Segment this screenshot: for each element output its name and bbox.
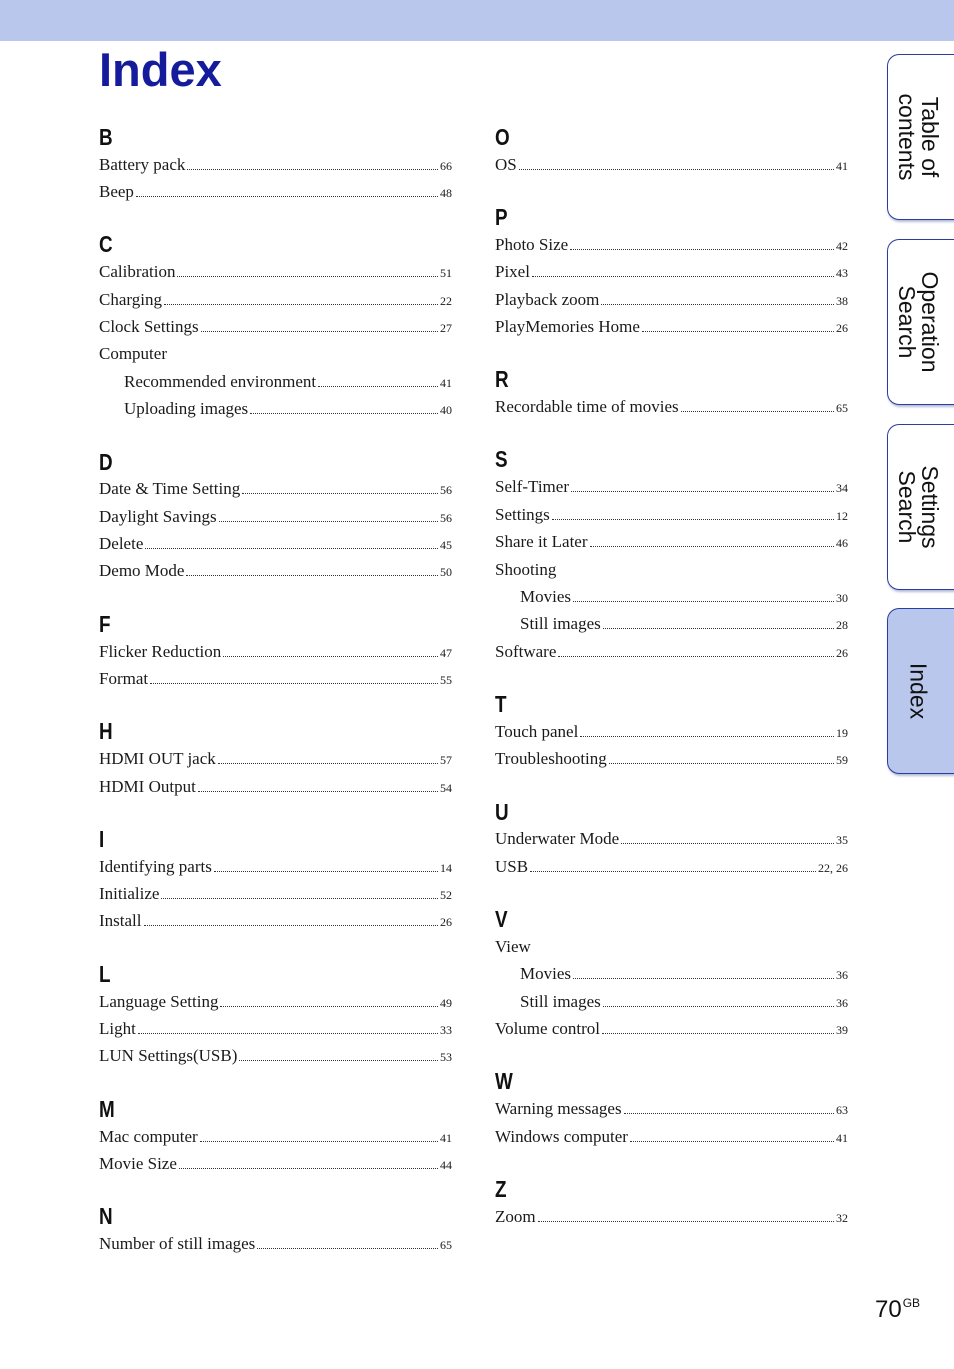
- entry-page-link[interactable]: 41: [440, 1131, 452, 1145]
- entry-page-link[interactable]: 46: [836, 536, 848, 550]
- index-entry[interactable]: [99, 260, 452, 282]
- dot-leader: [538, 1220, 834, 1222]
- entry-page-link[interactable]: 56: [440, 511, 452, 525]
- index-entry[interactable]: [520, 990, 848, 1012]
- entry-page-link[interactable]: 12: [836, 509, 848, 523]
- index-entry[interactable]: [99, 775, 452, 797]
- section-letter: V: [495, 906, 508, 932]
- entry-page-link[interactable]: 27: [440, 321, 452, 335]
- dot-leader: [621, 842, 834, 844]
- dot-leader: [558, 655, 834, 657]
- entry-label: Charging: [99, 290, 162, 309]
- entry-label: Uploading images: [124, 399, 249, 418]
- index-entry[interactable]: [99, 532, 452, 554]
- index-entry[interactable]: [99, 1044, 452, 1066]
- entry-page-link[interactable]: 47: [440, 646, 452, 660]
- entry-page-link[interactable]: 48: [440, 186, 452, 200]
- dot-leader: [177, 275, 438, 277]
- section-letter: R: [495, 366, 509, 392]
- dot-leader: [201, 330, 438, 332]
- dot-leader: [150, 682, 438, 684]
- tab-label: Operation Search: [893, 271, 943, 373]
- dot-leader: [218, 762, 438, 764]
- entry-label: Recommended environment: [124, 372, 317, 391]
- dot-leader: [161, 897, 438, 899]
- page-number: [875, 1288, 920, 1325]
- entry-label: Calibration: [99, 262, 176, 281]
- index-entry: [495, 558, 848, 580]
- section-letter: P: [495, 204, 508, 230]
- entry-label: View: [495, 937, 531, 956]
- tab-index[interactable]: [887, 608, 954, 774]
- index-entry[interactable]: [99, 559, 452, 581]
- page-number-suffix: GB: [902, 1296, 921, 1310]
- index-entry[interactable]: [495, 720, 848, 742]
- entry-label: Still images: [520, 992, 601, 1011]
- index-entry[interactable]: [495, 475, 848, 497]
- entry-page-link[interactable]: 44: [440, 1158, 452, 1172]
- index-entry[interactable]: [99, 882, 452, 904]
- tab-label: Table of contents: [893, 93, 943, 181]
- dot-leader: [144, 924, 439, 926]
- index-entry[interactable]: [495, 855, 848, 877]
- index-entry[interactable]: [124, 370, 452, 392]
- page-number-value: 70: [875, 1296, 902, 1323]
- entry-page-link[interactable]: 65: [836, 401, 848, 415]
- index-entry[interactable]: [99, 1017, 452, 1039]
- section-letter: O: [495, 124, 510, 150]
- dot-leader: [519, 168, 834, 170]
- entry-page-link[interactable]: 36: [836, 968, 848, 982]
- entry-label: Light: [99, 1019, 136, 1038]
- dot-leader: [681, 410, 834, 412]
- entry-page-link[interactable]: 41: [440, 376, 452, 390]
- entry-page-link[interactable]: 14: [440, 861, 452, 875]
- index-entry: [495, 935, 848, 957]
- tab-table-of-contents[interactable]: [887, 54, 954, 220]
- entry-label: USB: [495, 857, 529, 876]
- entry-label: Number of still images: [99, 1234, 256, 1253]
- dot-leader: [242, 492, 438, 494]
- index-entry[interactable]: [495, 1017, 848, 1039]
- dot-leader: [630, 1140, 834, 1142]
- entry-page-link[interactable]: 51: [440, 266, 452, 280]
- dot-leader: [318, 385, 438, 387]
- entry-page-link[interactable]: 66: [440, 159, 452, 173]
- section-letter: F: [99, 611, 111, 637]
- entry-page-link[interactable]: 41: [836, 1131, 848, 1145]
- entry-page-link[interactable]: 45: [440, 538, 452, 552]
- entry-page-link[interactable]: 26: [836, 321, 848, 335]
- dot-leader: [250, 412, 438, 414]
- index-entry[interactable]: [495, 530, 848, 552]
- entry-page-link[interactable]: 65: [440, 1238, 452, 1252]
- index-entry[interactable]: [495, 315, 848, 337]
- index-entry[interactable]: [495, 288, 848, 310]
- entry-label: PlayMemories Home: [495, 317, 640, 336]
- index-entry[interactable]: [99, 1232, 452, 1254]
- entry-page-link[interactable]: 22, 26: [818, 861, 848, 875]
- entry-page-link[interactable]: 28: [836, 618, 848, 632]
- entry-label: Still images: [520, 614, 601, 633]
- section-letter: B: [99, 124, 113, 150]
- entry-page-link[interactable]: 35: [836, 833, 848, 847]
- dot-leader: [164, 303, 438, 305]
- section-letter: M: [99, 1096, 115, 1122]
- dot-leader: [198, 790, 438, 792]
- index-entry[interactable]: [99, 747, 452, 769]
- index-entry[interactable]: [99, 1125, 452, 1147]
- entry-label: Pixel: [495, 262, 530, 281]
- entry-label: Mac computer: [99, 1127, 198, 1146]
- entry-label: Share it Later: [495, 532, 588, 551]
- index-entry[interactable]: [99, 505, 452, 527]
- dot-leader: [602, 1032, 834, 1034]
- entry-label: Windows computer: [495, 1127, 628, 1146]
- dot-leader: [532, 275, 834, 277]
- entry-label: Settings: [495, 505, 550, 524]
- index-entry[interactable]: [99, 1152, 452, 1174]
- entry-label: Identifying parts: [99, 857, 212, 876]
- index-entry[interactable]: [495, 1125, 848, 1147]
- entry-label: Format: [99, 669, 149, 688]
- entry-page-link[interactable]: 19: [836, 726, 848, 740]
- index-entry[interactable]: [520, 612, 848, 634]
- index-entry[interactable]: [520, 585, 848, 607]
- index-entry[interactable]: [99, 909, 452, 931]
- entry-label: Recordable time of movies: [495, 397, 679, 416]
- dot-leader: [257, 1247, 438, 1249]
- top-header-band: [0, 0, 954, 41]
- entry-label: Date & Time Setting: [99, 479, 241, 498]
- dot-leader: [603, 627, 834, 629]
- dot-leader: [179, 1167, 438, 1169]
- dot-leader: [642, 330, 834, 332]
- section-letter: H: [99, 718, 113, 744]
- dot-leader: [219, 520, 438, 522]
- entry-label: HDMI Output: [99, 777, 196, 796]
- section-letter: T: [495, 691, 507, 717]
- entry-label: Daylight Savings: [99, 507, 217, 526]
- entry-label: Delete: [99, 534, 144, 553]
- dot-leader: [603, 1005, 834, 1007]
- index-entry[interactable]: [495, 640, 848, 662]
- index-entry[interactable]: [495, 827, 848, 849]
- entry-label: Playback zoom: [495, 290, 600, 309]
- entry-page-link[interactable]: 26: [836, 646, 848, 660]
- entry-label: Battery pack: [99, 155, 186, 174]
- entry-page-link[interactable]: 59: [836, 753, 848, 767]
- entry-page-link[interactable]: 22: [440, 294, 452, 308]
- section-letter: W: [495, 1068, 513, 1094]
- index-entry[interactable]: [99, 315, 452, 337]
- index-entry[interactable]: [495, 153, 848, 175]
- dot-leader: [624, 1112, 834, 1114]
- dot-leader: [186, 574, 438, 576]
- section-letter: I: [99, 826, 105, 852]
- entry-page-link[interactable]: 33: [440, 1023, 452, 1037]
- section-letter: C: [99, 231, 113, 257]
- index-entry[interactable]: [99, 667, 452, 689]
- entry-page-link[interactable]: 32: [836, 1211, 848, 1225]
- dot-leader: [552, 518, 834, 520]
- entry-page-link[interactable]: 36: [836, 996, 848, 1010]
- entry-label: Photo Size: [495, 235, 569, 254]
- entry-label: Underwater Mode: [495, 829, 620, 848]
- entry-label: Computer: [99, 344, 167, 363]
- tab-label: Settings Search: [893, 465, 943, 549]
- section-letter: Z: [495, 1176, 507, 1202]
- entry-label: Self-Timer: [495, 477, 569, 496]
- entry-page-link[interactable]: 54: [440, 781, 452, 795]
- index-entry[interactable]: [99, 153, 452, 175]
- index-entry[interactable]: [495, 503, 848, 525]
- dot-leader: [530, 870, 816, 872]
- dot-leader: [571, 490, 834, 492]
- entry-label: Movies: [520, 587, 571, 606]
- dot-leader: [223, 655, 438, 657]
- entry-label: LUN Settings(USB): [99, 1046, 238, 1065]
- dot-leader: [136, 195, 438, 197]
- entry-page-link[interactable]: 63: [836, 1103, 848, 1117]
- dot-leader: [601, 303, 834, 305]
- section-letter: U: [495, 799, 509, 825]
- dot-leader: [573, 600, 834, 602]
- entry-label: Touch panel: [495, 722, 579, 741]
- index-entry[interactable]: [520, 962, 848, 984]
- index-entry[interactable]: [99, 180, 452, 202]
- entry-page-link[interactable]: 38: [836, 294, 848, 308]
- entry-label: Beep: [99, 182, 134, 201]
- index-entry[interactable]: [99, 640, 452, 662]
- tab-settings-search[interactable]: [887, 424, 954, 590]
- entry-page-link[interactable]: 50: [440, 565, 452, 579]
- entry-label: Software: [495, 642, 557, 661]
- index-entry: [99, 342, 452, 364]
- entry-page-link[interactable]: 53: [440, 1050, 452, 1064]
- index-entry[interactable]: [495, 260, 848, 282]
- entry-label: Install: [99, 911, 142, 930]
- index-entry[interactable]: [124, 397, 452, 419]
- section-letter: D: [99, 449, 113, 475]
- dot-leader: [573, 977, 834, 979]
- entry-page-link[interactable]: 55: [440, 673, 452, 687]
- entry-label: Movies: [520, 964, 571, 983]
- entry-label: Zoom: [495, 1207, 536, 1226]
- entry-page-link[interactable]: 49: [440, 996, 452, 1010]
- dot-leader: [570, 248, 834, 250]
- dot-leader: [145, 547, 438, 549]
- entry-label: Demo Mode: [99, 561, 185, 580]
- dot-leader: [187, 168, 438, 170]
- index-entry[interactable]: [99, 990, 452, 1012]
- entry-label: Clock Settings: [99, 317, 199, 336]
- entry-page-link[interactable]: 42: [836, 239, 848, 253]
- entry-label: Volume control: [495, 1019, 600, 1038]
- entry-page-link[interactable]: 26: [440, 915, 452, 929]
- entry-page-link[interactable]: 56: [440, 483, 452, 497]
- tab-operation-search[interactable]: [887, 239, 954, 405]
- entry-label: Language Setting: [99, 992, 219, 1011]
- entry-page-link[interactable]: 41: [836, 159, 848, 173]
- entry-label: OS: [495, 155, 517, 174]
- entry-page-link[interactable]: 30: [836, 591, 848, 605]
- entry-page-link[interactable]: 52: [440, 888, 452, 902]
- entry-label: Warning messages: [495, 1099, 622, 1118]
- entry-label: Initialize: [99, 884, 160, 903]
- index-entry[interactable]: [99, 477, 452, 499]
- dot-leader: [200, 1140, 438, 1142]
- dot-leader: [220, 1005, 438, 1007]
- entry-label: Flicker Reduction: [99, 642, 222, 661]
- index-entry[interactable]: [495, 747, 848, 769]
- index-entry[interactable]: [495, 1205, 848, 1227]
- dot-leader: [609, 762, 834, 764]
- tab-label: Index: [905, 662, 931, 720]
- entry-page-link[interactable]: 43: [836, 266, 848, 280]
- dot-leader: [239, 1059, 438, 1061]
- entry-label: Shooting: [495, 560, 557, 579]
- index-entry[interactable]: [495, 395, 848, 417]
- index-entry[interactable]: [495, 1097, 848, 1119]
- section-letter: L: [99, 961, 111, 987]
- index-entry[interactable]: [99, 288, 452, 310]
- entry-page-link[interactable]: 34: [836, 481, 848, 495]
- entry-page-link[interactable]: 40: [440, 403, 452, 417]
- page-title: Index: [99, 43, 222, 96]
- section-letter: N: [99, 1203, 113, 1229]
- dot-leader: [138, 1032, 438, 1034]
- entry-page-link[interactable]: 57: [440, 753, 452, 767]
- entry-page-link[interactable]: 39: [836, 1023, 848, 1037]
- entry-label: Troubleshooting: [495, 749, 607, 768]
- entry-label: Movie Size: [99, 1154, 177, 1173]
- dot-leader: [580, 735, 834, 737]
- section-letter: S: [495, 446, 508, 472]
- entry-label: HDMI OUT jack: [99, 749, 216, 768]
- index-entry[interactable]: [99, 855, 452, 877]
- dot-leader: [590, 545, 834, 547]
- dot-leader: [214, 870, 438, 872]
- index-entry[interactable]: [495, 233, 848, 255]
